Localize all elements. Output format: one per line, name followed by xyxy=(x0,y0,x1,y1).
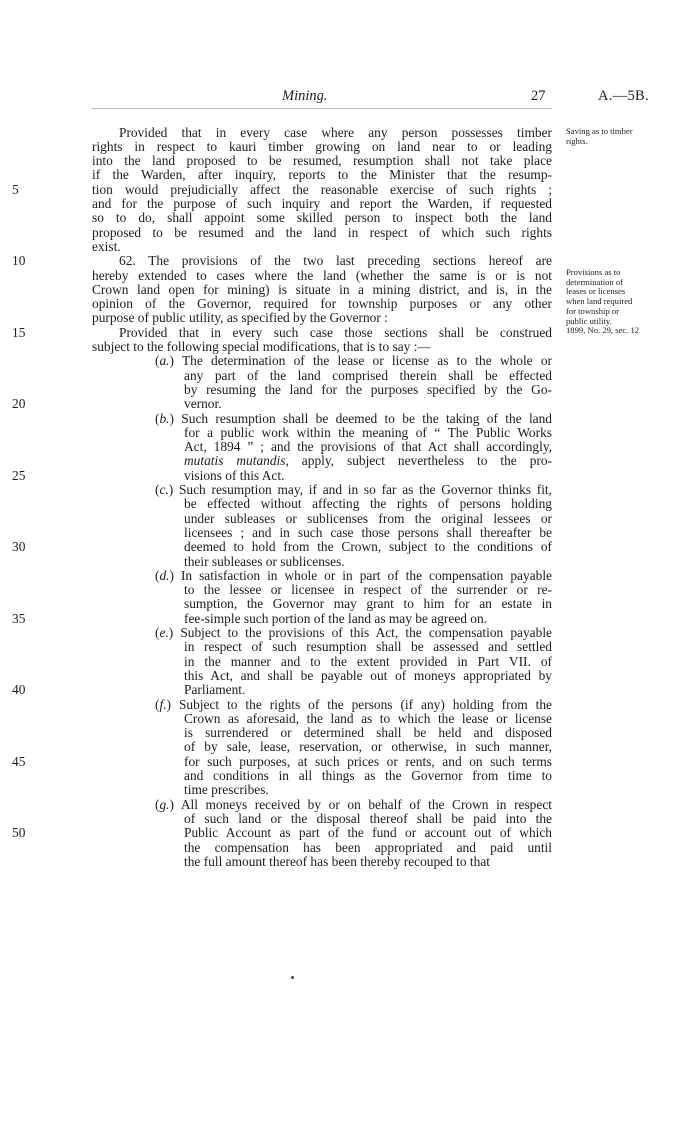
text-line: opinion of the Governor, required for township purposes or any other xyxy=(92,296,552,312)
text-line: for a public work within the meaning of “ The Public Works xyxy=(184,424,552,440)
text-line: mutatis mutandis, apply, subject nevertheless to the pro- xyxy=(184,453,552,469)
text-line: be effected without affecting the rights of persons holding xyxy=(184,496,552,512)
margin-note-line: rights. xyxy=(566,135,588,146)
line-number: 50 xyxy=(12,825,26,841)
text-line: of by sale, lease, reservation, or otherwise, in such manner, xyxy=(184,739,552,755)
text-line: visions of this Act. xyxy=(184,467,285,483)
margin-note-line: public utility. xyxy=(566,315,612,326)
text-line: into the land proposed to be resumed, resumption shall not take place xyxy=(92,153,552,169)
text-line: Provided that in every such case those sections shall be construed xyxy=(119,324,552,340)
text-line: their subleases or sublicenses. xyxy=(184,553,345,569)
page-number: 27 xyxy=(531,88,546,104)
line-number: 25 xyxy=(12,467,26,483)
margin-note-line: 1899, No. 29, sec. 12 xyxy=(566,325,640,336)
text-line: in the manner and to the extent provided in Part VII. of xyxy=(184,653,552,669)
text-line: the compensation has been appropriated and paid until xyxy=(184,839,552,855)
text-line: (c.) Such resumption may, if and in so far as the Governor thinks fit, xyxy=(155,482,552,497)
text-line: Act, 1894 ” ; and the provisions of that Act shall accordingly, xyxy=(184,439,552,455)
margin-note-line: Saving as to timber xyxy=(566,126,633,136)
text-line: rights in respect to kauri timber growing on land near to or leading xyxy=(92,138,552,154)
text-line: (a.) The determination of the lease or license as to the whole or xyxy=(155,353,552,369)
text-line: and conditions in all things as the Governor from time to xyxy=(184,768,552,783)
text-line: Public Account as part of the fund or account out of which xyxy=(184,825,552,841)
text-line: vernor. xyxy=(184,396,222,412)
text-line: proposed to be resumed and the land in respect of which such rights xyxy=(92,224,552,240)
text-line: for such purposes, at such prices or rents, and on such terms xyxy=(184,753,552,769)
line-number: 45 xyxy=(12,753,26,769)
text-line: by resuming the land for the purposes specified by the Go- xyxy=(184,381,552,397)
text-line: in respect of such resumption shall be assessed and settled xyxy=(184,639,552,655)
text-line: Crown land open for mining) is situate in a mining district, and is, in the xyxy=(92,281,552,297)
text-line: licensees ; and in such case those persons shall thereafter be xyxy=(184,524,552,540)
text-line: (f.) Subject to the rights of the persons (if any) holding from the xyxy=(155,696,552,712)
line-number: 30 xyxy=(12,539,26,555)
text-line: (b.) Such resumption shall be deemed to be the taking of the land xyxy=(155,410,552,426)
text-line: Provided that in every case where any person possesses timber xyxy=(119,124,552,140)
margin-note-line: determination of xyxy=(566,276,624,287)
text-line: Parliament. xyxy=(184,682,246,698)
margin-note-line: for township or xyxy=(566,305,619,316)
document-reference: A.—5B. xyxy=(598,88,649,104)
line-number: 20 xyxy=(12,396,26,412)
text-line: deemed to hold from the Crown, subject to the conditions of xyxy=(184,539,552,555)
text-line: (e.) Subject to the provisions of this Act, the compensation payable xyxy=(155,625,552,640)
header-rule xyxy=(92,108,552,109)
line-number: 5 xyxy=(12,181,19,197)
line-number: 35 xyxy=(12,610,26,626)
running-head-title: Mining. xyxy=(282,88,328,104)
text-line: sumption, the Governor may grant to him for an estate in xyxy=(184,596,552,612)
text-line: and for the purpose of such inquiry and report the Warden, if requested xyxy=(92,196,552,211)
text-line: hereby extended to cases where the land (whether the same is or is not xyxy=(92,267,552,283)
line-number: 40 xyxy=(12,682,26,698)
line-number: 15 xyxy=(12,324,26,340)
line-number: 10 xyxy=(12,253,26,269)
text-line: if the Warden, after inquiry, reports to the Minister that the resump- xyxy=(92,167,552,183)
text-line: Crown as aforesaid, the land as to which the lease or license xyxy=(184,710,552,726)
text-line: so to do, shall appoint some skilled person to inspect both the land xyxy=(92,210,552,226)
text-line: time prescribes. xyxy=(184,782,269,798)
text-line: (g.) All moneys received by or on behalf of the Crown in respect xyxy=(155,796,552,812)
footer-mark xyxy=(291,976,294,979)
text-line: the full amount thereof has been thereby recouped to that xyxy=(184,853,491,869)
text-line: 62. The provisions of the two last preceding sections hereof are xyxy=(119,253,552,269)
text-line: purpose of public utility, as specified by the Governor : xyxy=(92,310,388,326)
margin-note-line: when land required xyxy=(566,296,633,307)
text-line: fee-simple such portion of the land as may be agreed on. xyxy=(184,610,488,626)
text-line: under subleases or sublicenses from the original lessees or xyxy=(184,510,552,526)
margin-note-line: leases or licenses xyxy=(566,286,626,297)
text-line: (d.) In satisfaction in whole or in part of the compensation payable xyxy=(155,567,552,583)
margin-note-line: Provisions as to xyxy=(566,267,621,277)
text-line: subject to the following special modifications, that is to say :— xyxy=(92,339,431,354)
text-line: any part of the land comprised therein shall be effected xyxy=(184,367,552,383)
text-line: this Act, and shall be payable out of moneys appropriated by xyxy=(184,667,552,683)
text-line: exist. xyxy=(92,238,121,254)
text-line: of such land or the disposal thereof shall be paid into the xyxy=(184,810,552,826)
text-line: is surrendered or determined shall be held and disposed xyxy=(184,725,552,741)
text-line: to the lessee or licensee in respect of the surrender or re- xyxy=(184,582,552,598)
text-line: tion would prejudicially affect the reasonable exercise of such rights ; xyxy=(92,181,552,197)
